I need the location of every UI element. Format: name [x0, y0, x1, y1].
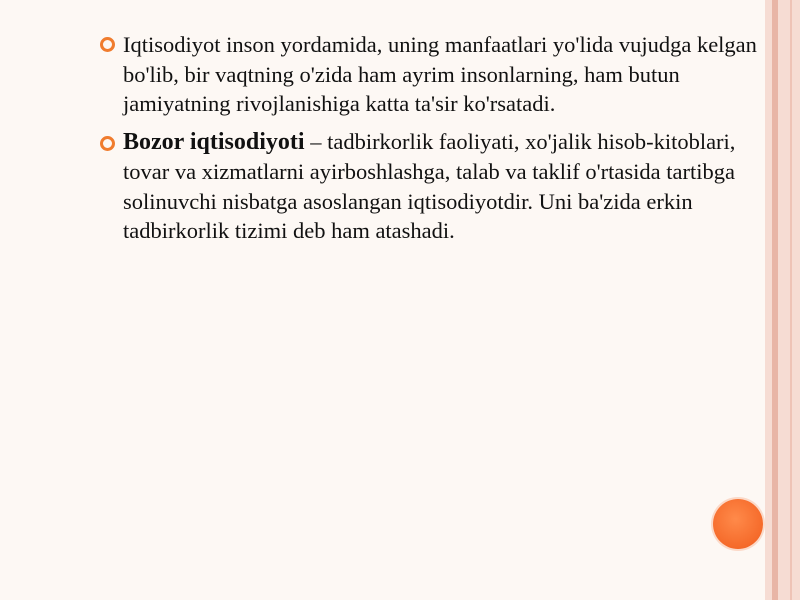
- right-decorative-line: [790, 0, 792, 600]
- orange-circle-decoration: [713, 499, 763, 549]
- bullet-text: – tadbirkorlik faoliyati, xo'jalik hisob-kitoblari, tovar va xizmatlarni ayirboshlashga, talab va taklif o'rtasida tartibga solinuvchi nisbatga asoslangan iqtisodiyotdir. Uni ba'zida erkin tadbirkorlik tizimi deb ham atashadi.: [123, 128, 736, 243]
- bullet-item: [98, 30, 768, 119]
- ring-bullet-icon: [100, 37, 115, 52]
- bullet-item: [98, 127, 768, 246]
- right-decorative-stripe: [772, 0, 778, 600]
- slide-body: [98, 30, 768, 246]
- right-decorative-band: [765, 0, 800, 600]
- ring-bullet-icon: [100, 136, 115, 151]
- bullet-term: Bozor iqtisodiyoti: [123, 128, 305, 155]
- bullet-text: Iqtisodiyot inson yordamida, uning manfaatlari yo'lida vujudga kelgan bo'lib, bir vaqtning o'zida ham ayrim insonlarning, ham butun jamiyatning rivojlanishiga katta ta'sir ko'rsatadi.: [123, 32, 757, 116]
